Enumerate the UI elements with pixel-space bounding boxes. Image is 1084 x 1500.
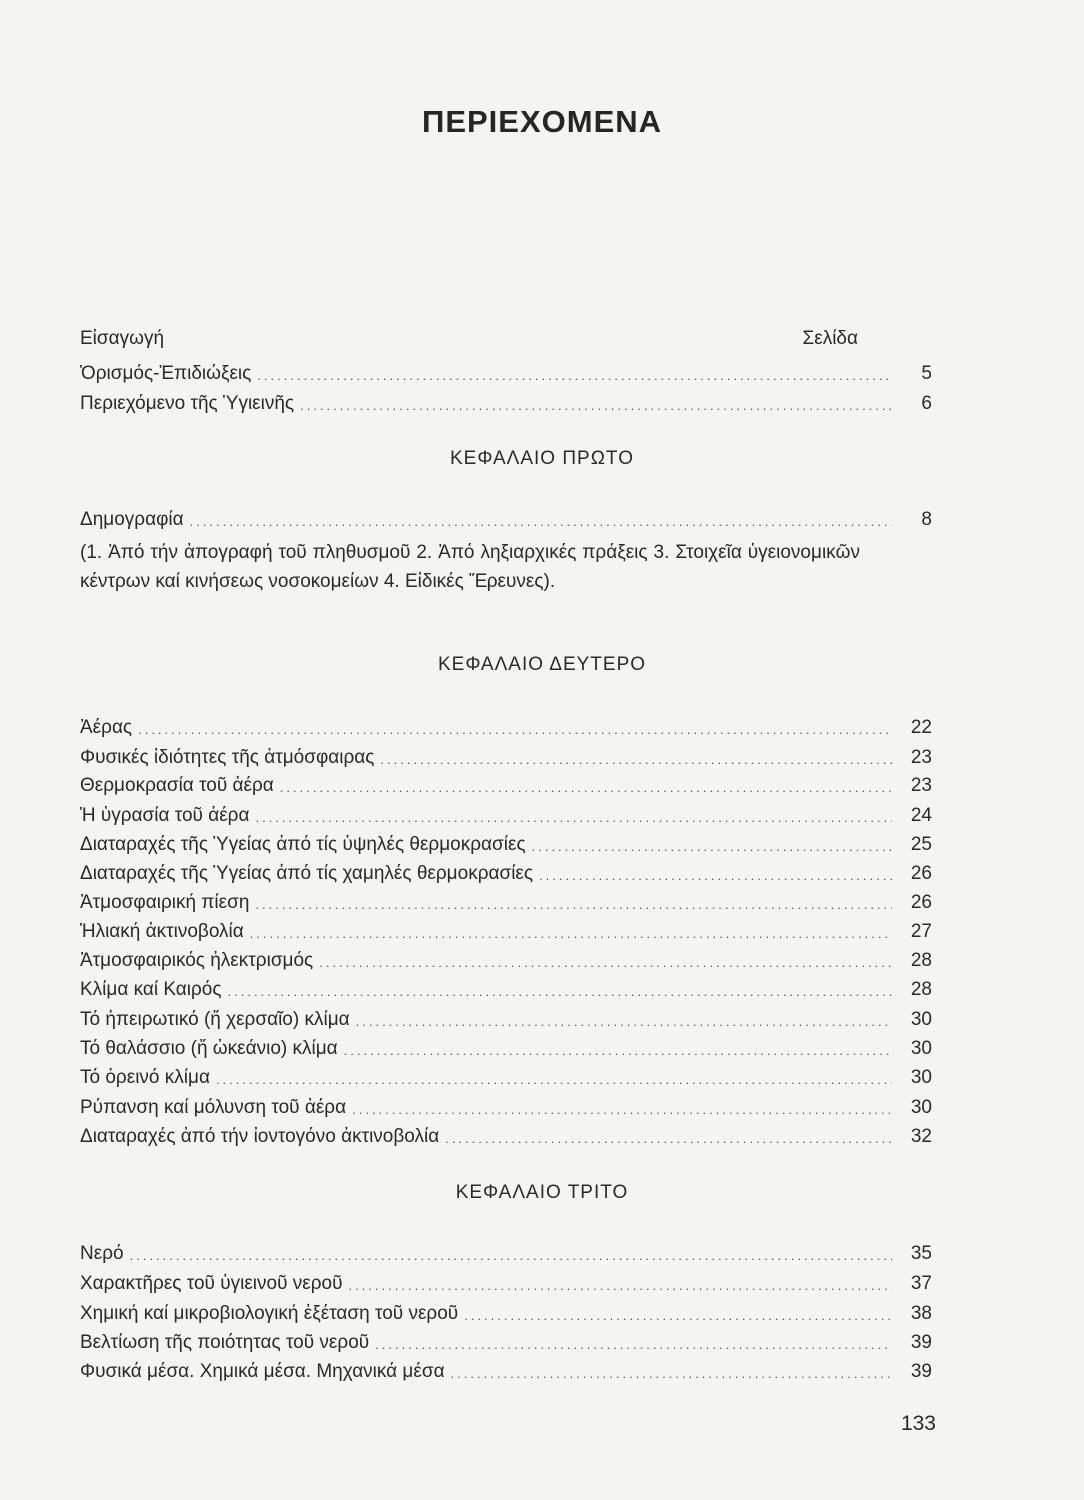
dot-leader [539, 866, 892, 886]
dot-leader [216, 1070, 892, 1090]
toc-entry-label: Ἀτμοσφαιρικός ἠλεκτρισμός [80, 950, 314, 971]
page-column-heading: Σελίδα [802, 328, 858, 349]
chapter-heading: ΚΕΦΑΛΑΙΟ ΔΕΥΤΕΡΟ [437, 654, 647, 675]
dot-leader [255, 808, 892, 828]
dot-leader [375, 1335, 892, 1355]
toc-entry [80, 740, 932, 770]
chapter-heading: ΚΕΦΑΛΑΙΟ ΤΡΙΤΟ [455, 1182, 629, 1203]
toc-entry-page: 35 [910, 1243, 932, 1264]
toc-entry [80, 768, 932, 798]
dot-leader [130, 1246, 892, 1266]
toc-entry-label: Βελτίωση τῆς ποιότητας τοῦ νεροῦ [80, 1332, 370, 1353]
toc-entry [80, 856, 932, 886]
toc-entry [80, 1060, 932, 1090]
toc-entry-label: Τό ἠπειρωτικό (ἤ χερσαῖο) κλίμα [80, 1009, 350, 1030]
dot-leader [348, 1276, 892, 1296]
page-number: 133 [900, 1412, 936, 1435]
toc-entry [80, 1325, 932, 1355]
toc-entry-page: 30 [910, 1009, 932, 1030]
toc-entry-label: Ἀτμοσφαιρική πίεση [80, 892, 250, 913]
toc-entry [80, 1031, 932, 1061]
toc-entry-label: Θερμοκρασία τοῦ ἀέρα [80, 775, 274, 796]
dot-leader [464, 1306, 892, 1326]
dot-leader [300, 396, 892, 416]
toc-entry [80, 943, 932, 973]
toc-entry-label: Χαρακτῆρες τοῦ ὑγιεινοῦ νεροῦ [80, 1273, 343, 1294]
toc-entry-label: Τό ὀρεινό κλίμα [80, 1067, 210, 1088]
toc-entry-page: 28 [910, 979, 932, 1000]
toc-entry-page: 23 [910, 775, 932, 796]
dot-leader [352, 1100, 892, 1120]
toc-entry-label: Φυσικές ἰδιότητες τῆς ἀτμόσφαιρας [80, 747, 375, 768]
dot-leader [532, 837, 892, 857]
page-title: ΠΕΡΙΕΧΟΜΕΝΑ [421, 104, 663, 139]
toc-entry-page: 30 [910, 1097, 932, 1118]
dot-leader [356, 1012, 892, 1032]
toc-entry-page: 6 [921, 393, 932, 414]
toc-entry-page: 22 [910, 717, 932, 738]
toc-entry [80, 710, 932, 740]
toc-entry-page: 26 [910, 892, 932, 913]
toc-entry-label: Ἡ ὑγρασία τοῦ ἀέρα [80, 805, 250, 826]
toc-entry-label: Χημική καί μικροβιολογική ἐξέταση τοῦ νεροῦ [80, 1303, 459, 1324]
toc-entry-page: 28 [910, 950, 932, 971]
toc-entry-label: Περιεχόμενο τῆς Ὑγιεινῆς [80, 393, 295, 414]
dot-leader [451, 1364, 892, 1384]
dot-leader [228, 982, 892, 1002]
dot-leader [138, 720, 892, 740]
toc-entry-page: 39 [910, 1361, 932, 1382]
dot-leader [257, 366, 892, 386]
dot-leader [319, 953, 892, 973]
toc-entry-label: Ὁρισμός-Ἐπιδιώξεις [80, 363, 252, 384]
toc-entry [80, 1002, 932, 1032]
toc-entry-page: 23 [910, 747, 932, 768]
toc-entry-label: Τό θαλάσσιο (ἤ ὠκεάνιο) κλίμα [80, 1038, 338, 1059]
chapter-heading: ΚΕΦΑΛΑΙΟ ΠΡΩΤΟ [450, 448, 634, 469]
toc-entry-page: 8 [921, 509, 932, 530]
toc-entry-page: 26 [910, 863, 932, 884]
dot-leader [445, 1129, 892, 1149]
intro-heading: Εἰσαγωγή [80, 328, 165, 349]
toc-entry-label: Ρύπανση καί μόλυνση τοῦ ἀέρα [80, 1097, 347, 1118]
toc-entry [80, 1296, 932, 1326]
toc-entry [80, 1266, 932, 1296]
toc-entry [80, 914, 932, 944]
toc-header-row [80, 328, 858, 350]
toc-entry-page: 30 [910, 1038, 932, 1059]
toc-entry [80, 972, 932, 1002]
toc-entry [80, 1119, 932, 1149]
toc-entry-label: Δημογραφία [80, 509, 184, 530]
toc-entry [80, 798, 932, 828]
toc-entry [80, 1236, 932, 1266]
chapter-note: (1. Ἀπό τήν ἀπογραφή τοῦ πληθυσμοῦ 2. Ἀπό ληξιαρχικές πράξεις 3. Στοιχεῖα ὑγειονομικῶν κέντρων καί κινήσεως νοσοκομείων 4. Εἰδικές Ἔρευνες). [80, 542, 860, 592]
dot-leader [344, 1041, 892, 1061]
toc-entry-page: 30 [910, 1067, 932, 1088]
dot-leader [280, 778, 892, 798]
toc-entry-label: Νερό [80, 1243, 124, 1264]
toc-entry [80, 885, 932, 915]
dot-leader [380, 750, 892, 770]
toc-entry-page: 37 [910, 1273, 932, 1294]
dot-leader [255, 895, 892, 915]
toc-entry-page: 25 [910, 834, 932, 855]
toc-entry-label: Ἡλιακή ἀκτινοβολία [80, 921, 244, 942]
toc-entry [80, 356, 932, 386]
dot-leader [190, 512, 892, 532]
toc-entry-page: 32 [910, 1126, 932, 1147]
toc-entry-label: Ἀέρας [80, 717, 133, 738]
toc-entry [80, 1354, 932, 1384]
toc-entry [80, 386, 932, 416]
toc-entry-label: Κλίμα καί Καιρός [80, 979, 222, 1000]
toc-entry-label: Διαταραχές τῆς Ὑγείας ἀπό τίς ὑψηλές θερμοκρασίες [80, 834, 526, 855]
toc-entry [80, 827, 932, 857]
toc-entry-page: 39 [910, 1332, 932, 1353]
toc-entry-label: Φυσικά μέσα. Χημικά μέσα. Μηχανικά μέσα [80, 1361, 445, 1382]
dot-leader [250, 924, 892, 944]
toc-entry-page: 24 [910, 805, 932, 826]
toc-entry-label: Διαταραχές ἀπό τήν ἰοντογόνο ἀκτινοβολία [80, 1126, 440, 1147]
toc-entry-label: Διαταραχές τῆς Ὑγείας ἀπό τίς χαμηλές θερμοκρασίες [80, 863, 534, 884]
toc-entry [80, 1090, 932, 1120]
toc-entry-page: 38 [910, 1303, 932, 1324]
toc-entry [80, 502, 932, 532]
toc-entry-page: 27 [910, 921, 932, 942]
toc-entry-page: 5 [921, 363, 932, 384]
